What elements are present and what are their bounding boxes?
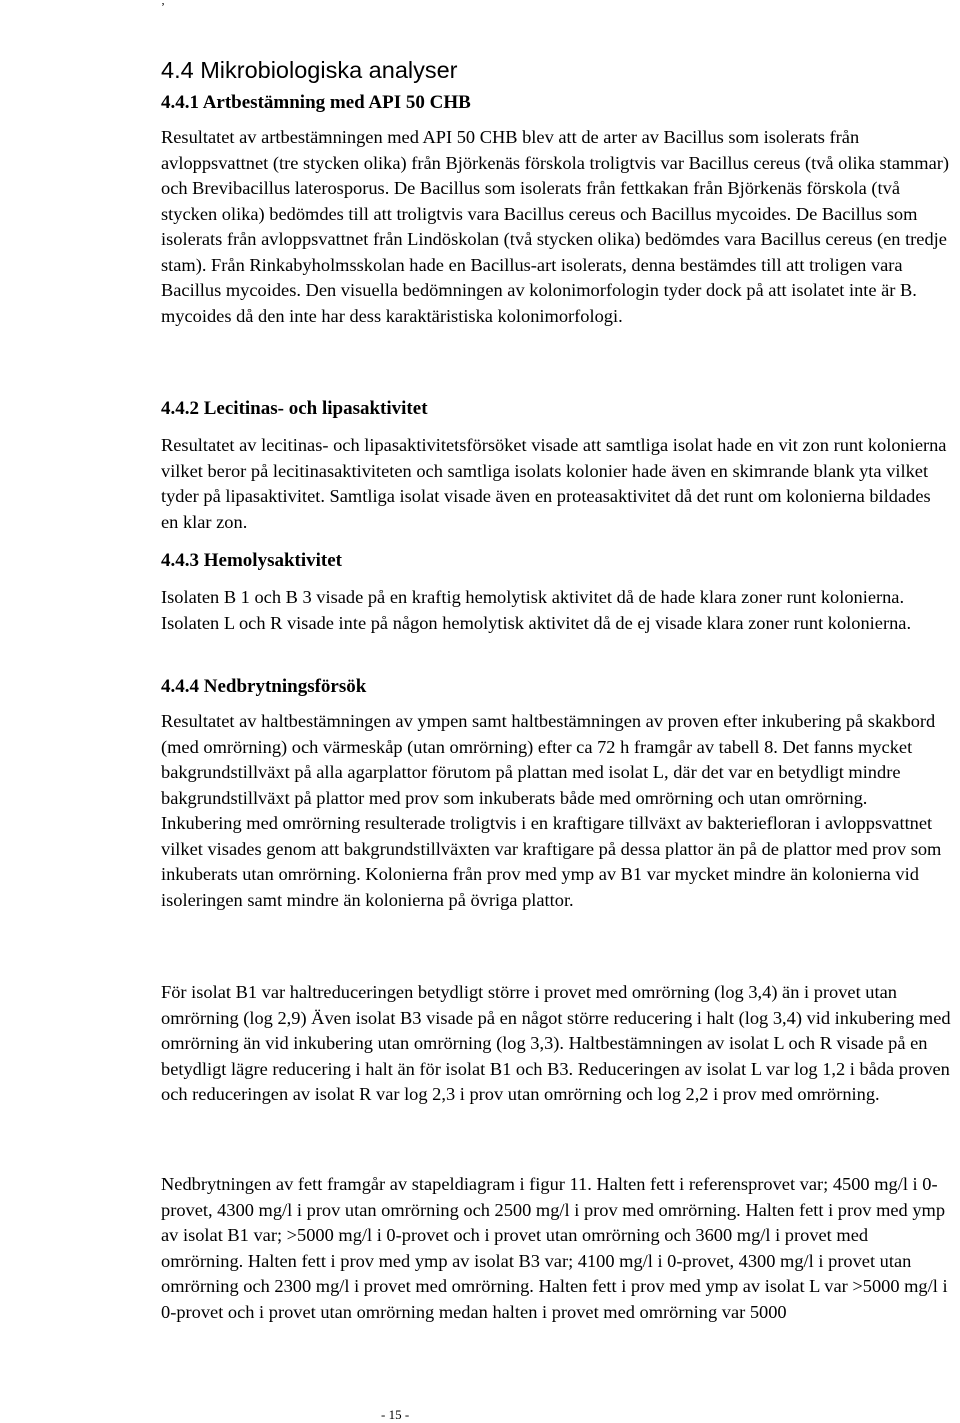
subsection-heading-4-4-4: 4.4.4 Nedbrytningsförsök <box>161 676 367 697</box>
paragraph-hemolys: Isolaten B 1 och B 3 visade på en kraftig hemolytisk aktivitet då de hade klara zoner runt kolonierna. Isolaten L och R visade inte på någon hemolytisk aktivitet då de ej visade klara zoner runt kolonierna. <box>161 587 912 633</box>
document-page <box>161 0 951 1422</box>
paragraph-artbestamning: Resultatet av artbestämningen med API 50 CHB blev att de arter av Bacillus som isolerats från avloppsvattnet (tre stycken olika) från Björkenäs förskola troligtvis var Bacillus cereus (två olika stammar) och Brevibacillus laterosporus. De Bacillus som isolerats från fettkakan från Björkenäs förskola (två stycken olika) bedömdes till att troligtvis vara Bacillus cereus och Bacillus mycoides. De Bacillus som isolerats från avloppsvattnet från Lindöskolan (två stycken olika) bedömdes vara Bacillus cereus (en tredje stam). Från Rinkabyholmsskolan hade en Bacillus-art isolerats, denna bestämdes till att troligen vara Bacillus mycoides. Den visuella bedömningen av kolonimorfologin tyder dock på att isolatet inte är B. mycoides då den inte har dess karaktäristiska kolonimorfologi. <box>161 127 950 326</box>
subsection-heading-4-4-3: 4.4.3 Hemolysaktivitet <box>161 550 343 571</box>
subsection-heading-4-4-2: 4.4.2 Lecitinas- och lipasaktivitet <box>161 398 428 419</box>
corner-mark: ‚ <box>161 0 165 7</box>
page-number: - 15 - <box>381 1407 410 1422</box>
paragraph-nedbrytning-3: Nedbrytningen av fett framgår av stapeldiagram i figur 11. Halten fett i referensprovet var; 4500 mg/l i 0-provet, 4300 mg/l i prov utan omrörning och 2500 mg/l i prov med omrörning. Halten fett i prov med ymp av isolat B1 var; >5000 mg/l i 0-provet och i provet utan omrörning och 3600 mg/l i provet med omrörning. Halten fett i prov med ymp av isolat B3 var; 4100 mg/l i 0-provet, 4300 mg/l i provet utan omrörning och 2300 mg/l i provet med omrörning. Halten fett i prov med ymp av isolat L var >5000 mg/l i 0-provet och i provet utan omrörning medan halten i provet med omrörning var 5000 <box>161 1174 948 1322</box>
paragraph-nedbrytning-1: Resultatet av haltbestämningen av ympen samt haltbestämningen av proven efter inkubering på skakbord (med omrörning) och värmeskåp (utan omrörning) efter ca 72 h framgår av tabell 8. Det fanns mycket bakgrundstillväxt på alla agarplattor förutom på plattan med isolat L, där det var en betydligt mindre bakgrundstillväxt på plattor med prov som inkuberats både med omrörning och utan omrörning. Inkubering med omrörning resulterade troligtvis i en kraftigare tillväxt av bakteriefloran i avloppsvattnet vilket visades genom att bakgrundstillväxten var kraftigare på dessa plattor än på de plattor med prov som inkuberats utan omrörning. Kolonierna från prov med ymp av B1 var mycket mindre än kolonierna vid isoleringen samt mindre än kolonierna på övriga plattor. <box>161 711 942 910</box>
paragraph-nedbrytning-2: För isolat B1 var haltreduceringen betydligt större i provet med omrörning (log 3,4) än i provet utan omrörning (log 2,9) Även isolat B3 visade på en något större reducering i halt (log 3,4) vid inkubering med omrörning än vid inkubering utan omrörning (log 3,3). Haltbestämningen av isolat L och R visade på en betydligt lägre reducering i halt än för isolat B1 och B3. Reduceringen av isolat L var log 1,2 i båda proven och reduceringen av isolat R var log 2,3 i prov utan omrörning och log 2,2 i prov med omrörning. <box>161 982 951 1104</box>
subsection-heading-4-4-1: 4.4.1 Artbestämning med API 50 CHB <box>161 92 471 113</box>
section-heading: 4.4 Mikrobiologiska analyser <box>161 57 458 83</box>
paragraph-lecitinas: Resultatet av lecitinas- och lipasaktivitetsförsöket visade att samtliga isolat hade en vit zon runt kolonierna vilket beror på lecitinasaktiviteten och samtliga isolats kolonier hade även en skimrande blank yta vilket tyder på lipasaktivitet. Samtliga isolat visade även en proteasaktivitet då det runt om kolonierna bildades en klar zon. <box>161 435 947 532</box>
